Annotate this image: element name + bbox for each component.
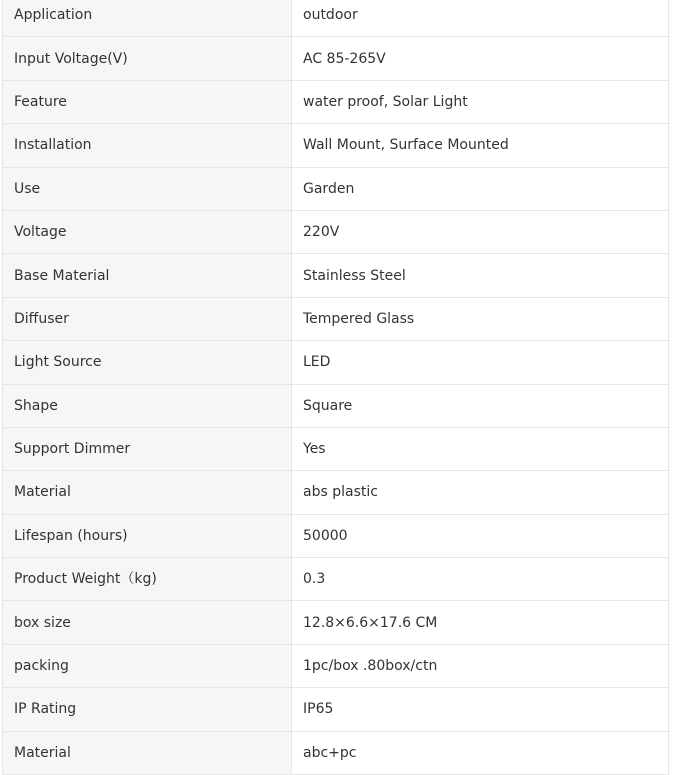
table-row: [3, 384, 669, 427]
spec-label: Material: [3, 731, 292, 774]
spec-label: IP Rating: [3, 688, 292, 731]
spec-value: outdoor: [292, 0, 669, 37]
table-row: [3, 0, 669, 37]
table-row: [3, 558, 669, 601]
table-row: [3, 37, 669, 80]
spec-value: abc+pc: [292, 731, 669, 774]
spec-label: Product Weight（kg): [3, 558, 292, 601]
table-row: [3, 601, 669, 644]
table-row: [3, 644, 669, 687]
spec-label: packing: [3, 644, 292, 687]
spec-label: Lifespan (hours): [3, 514, 292, 557]
spec-value: Square: [292, 384, 669, 427]
spec-label: Light Source: [3, 341, 292, 384]
spec-value: 220V: [292, 210, 669, 253]
spec-value: abs plastic: [292, 471, 669, 514]
spec-value: 0.3: [292, 558, 669, 601]
spec-value: Tempered Glass: [292, 297, 669, 340]
spec-value: Stainless Steel: [292, 254, 669, 297]
specification-table-body: [3, 0, 669, 775]
spec-label: Base Material: [3, 254, 292, 297]
spec-label: Input Voltage(V): [3, 37, 292, 80]
table-row: [3, 254, 669, 297]
spec-value: 1pc/box .80box/ctn: [292, 644, 669, 687]
spec-label: Support Dimmer: [3, 427, 292, 470]
spec-value: water proof, Solar Light: [292, 80, 669, 123]
table-row: [3, 167, 669, 210]
specification-table: [2, 0, 669, 775]
table-row: [3, 80, 669, 123]
spec-label: Shape: [3, 384, 292, 427]
spec-value: LED: [292, 341, 669, 384]
spec-value: 12.8×6.6×17.6 CM: [292, 601, 669, 644]
spec-value: AC 85-265V: [292, 37, 669, 80]
table-row: [3, 514, 669, 557]
table-row: [3, 124, 669, 167]
spec-value: Garden: [292, 167, 669, 210]
spec-value: Yes: [292, 427, 669, 470]
spec-label: Material: [3, 471, 292, 514]
table-row: [3, 471, 669, 514]
spec-label: Diffuser: [3, 297, 292, 340]
spec-label: Feature: [3, 80, 292, 123]
spec-label: Voltage: [3, 210, 292, 253]
spec-value: 50000: [292, 514, 669, 557]
spec-value: Wall Mount, Surface Mounted: [292, 124, 669, 167]
spec-value: IP65: [292, 688, 669, 731]
table-row: [3, 688, 669, 731]
table-row: [3, 297, 669, 340]
table-row: [3, 210, 669, 253]
spec-label: box size: [3, 601, 292, 644]
spec-label: Use: [3, 167, 292, 210]
table-row: [3, 341, 669, 384]
spec-label: Installation: [3, 124, 292, 167]
table-row: [3, 731, 669, 774]
table-row: [3, 427, 669, 470]
spec-label: Application: [3, 0, 292, 37]
